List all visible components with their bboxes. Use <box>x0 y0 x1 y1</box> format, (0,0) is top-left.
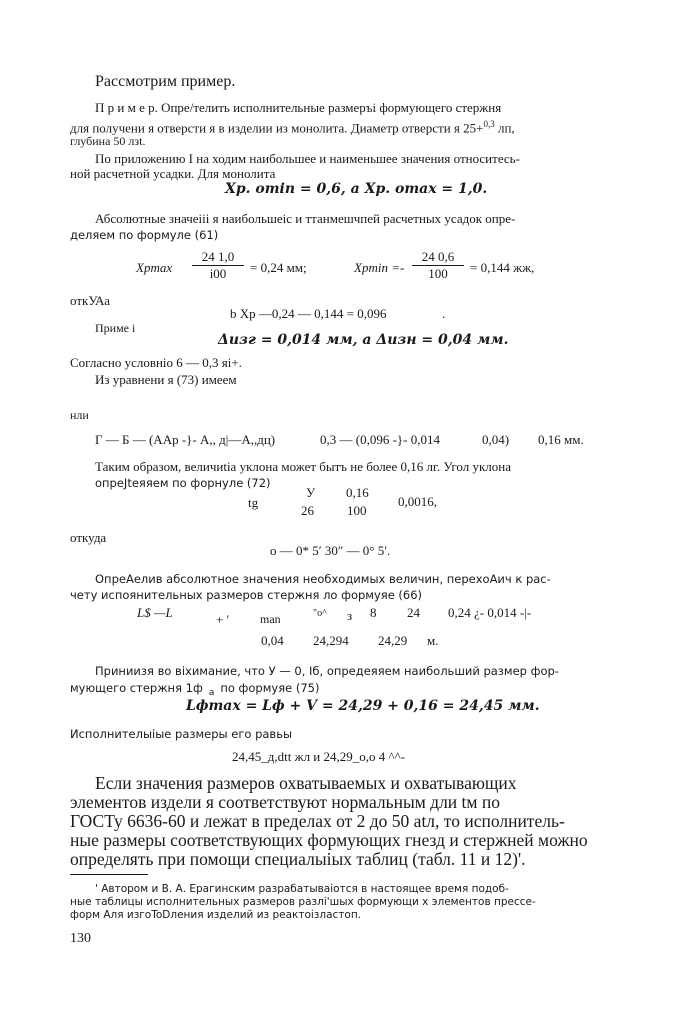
formula-part: = 0,24 мм; <box>250 260 307 275</box>
footnote-line: форм Аля изгоToDления изделий из реактоізластоп. <box>70 909 362 921</box>
text-line: Приниизя во віхимание, что У — 0, Iб, опредеяяем наибольший размер фор- <box>95 664 559 678</box>
formula-part: 0,24 ¿- 0,014 -|- <box>448 605 532 620</box>
text-line: ной расчетной усадки. Для монолита <box>70 166 276 181</box>
text-fragment: лп, <box>497 120 515 136</box>
fraction-numerator: 24 1,0 <box>192 249 244 266</box>
text-line: Исполнителыіые размеры его равьы <box>70 727 293 741</box>
formula-part: 0,16 мм. <box>538 432 584 447</box>
formula-part: У <box>306 485 316 500</box>
formula-part: 8 <box>370 605 377 620</box>
formula: о — 0* 5′ 30″ — 0° 5′. <box>270 543 391 558</box>
fraction <box>412 249 464 282</box>
formula: Δизг = 0,014 мм, а Δизн = 0,04 мм. <box>218 332 509 348</box>
formula-part: 0,04 <box>261 633 284 648</box>
paragraph-line: ГОСТу 6636-60 и лежат в пределах от 2 до 50 atл, то исполнитель- <box>70 811 565 831</box>
formula-part: man <box>260 612 281 626</box>
subscript: а <box>208 688 215 699</box>
text-line <box>70 117 515 135</box>
text-line: По приложению I на ходим наибольшее и наименьшее значения относитесь- <box>95 151 520 166</box>
text-line: Приме і <box>95 321 136 335</box>
formula-label: Xpmin =- <box>354 260 405 275</box>
text-line: Согласно условніо 6 — 0,3 яі+. <box>70 355 242 370</box>
formula-part: з <box>347 608 353 623</box>
formula: b Xр —0,24 — 0,144 = 0,096 <box>230 306 387 321</box>
fraction-numerator: 24 0,6 <box>412 249 464 266</box>
formula-part: 26 <box>301 503 314 518</box>
text-line: ОпреАелив абсолютное значения необходимых величин, перехоАич к рас- <box>95 572 551 586</box>
text-line: опреJtеяяем по форнуле (72) <box>95 476 271 490</box>
text-line: Из уравнени я (73) имеем <box>95 372 237 387</box>
formula: Г — Б — (ААр -}- А,, д|—А,,дц) <box>95 432 276 447</box>
fraction-denominator: 100 <box>428 266 448 281</box>
formula-part: 100 <box>347 503 367 518</box>
footnote-line: ' Автором и В. А. Ерагинским разрабатываіотся в настоящее время подоб- <box>95 883 509 895</box>
paragraph-line: элементов издели я соответствуют нормальным дли tм по <box>70 792 500 812</box>
text-fragment: по формуяе (75) <box>220 681 320 695</box>
fraction-denominator: і00 <box>209 266 227 281</box>
heading: Рассмотрим пример. <box>95 73 236 90</box>
formula-part: 24,29 <box>378 633 408 648</box>
formula-label: Xpmax <box>136 260 173 275</box>
text-line: глубина 50 лзt. <box>70 134 146 148</box>
text-line: деляем по формуле (61) <box>70 228 219 242</box>
formula-part: tg <box>248 495 259 510</box>
text-fragment: мующего стержня 1ф <box>70 681 203 695</box>
page-number: 130 <box>70 931 91 946</box>
formula-part: + ' <box>216 612 229 627</box>
formula-part: 0,0016, <box>398 494 437 509</box>
formula-part: . <box>442 306 446 321</box>
formula-part: 24 <box>407 605 420 620</box>
formula-part: = 0,144 жж, <box>470 260 535 275</box>
paragraph-line: ные размеры соответствующих формующих гнезд и стержней можно <box>70 830 588 850</box>
text-line: П р и м е р. Опре/телить исполнительные размеръі формующего стержня <box>95 100 502 115</box>
text-line: 24,45_д,dtt жл и 24,29_о,о 4 ^^- <box>232 749 406 764</box>
text-line: Таким образом, величиtіа уклона может бытъ не более 0,16 лг. Угол уклона <box>95 459 511 474</box>
formula-part: м. <box>427 633 439 648</box>
paragraph-line: Если значения размеров охватываемых и охватывающих <box>95 773 517 793</box>
formula: Xp. omin = 0,6, а Xp. omax = 1,0. <box>225 181 488 197</box>
text-line: нли <box>70 408 89 422</box>
tolerance-superscript: 0,3 <box>483 119 495 129</box>
text-line: чету испоянительных размеров стержня ло формуяе (66) <box>70 588 423 602</box>
formula-part: 0,3 — (0,096 -}- 0,014 <box>320 432 440 447</box>
formula-part: "о^ <box>313 608 327 619</box>
text-line: откуда <box>70 530 107 545</box>
fraction <box>192 249 244 282</box>
formula-part: 0,16 <box>346 485 369 500</box>
paragraph-line: определять при помощи специалыіых таблиц (табл. 11 и 12)'. <box>70 849 526 869</box>
text-fragment: для получени я отверсти я в изделии из монолита. Диаметр отверсти я 25+ <box>70 120 484 136</box>
formula-part: L$ —L <box>137 605 173 620</box>
formula-part: 24,294 <box>313 633 349 648</box>
text-line: откУАа <box>70 293 111 308</box>
formula: Lфmax = Lф + V = 24,29 + 0,16 = 24,45 мм. <box>186 698 540 714</box>
footnote-divider <box>70 874 148 875</box>
footnote-line: ные таблицы исполнительных размеров разлі'шых формующи х элементов прессе- <box>70 896 536 908</box>
text-line: Абсолютные значеііі я наибольшеіс и ттанмешчпей расчетных усадок опре- <box>95 211 516 226</box>
formula-part: 0,04) <box>482 432 510 447</box>
